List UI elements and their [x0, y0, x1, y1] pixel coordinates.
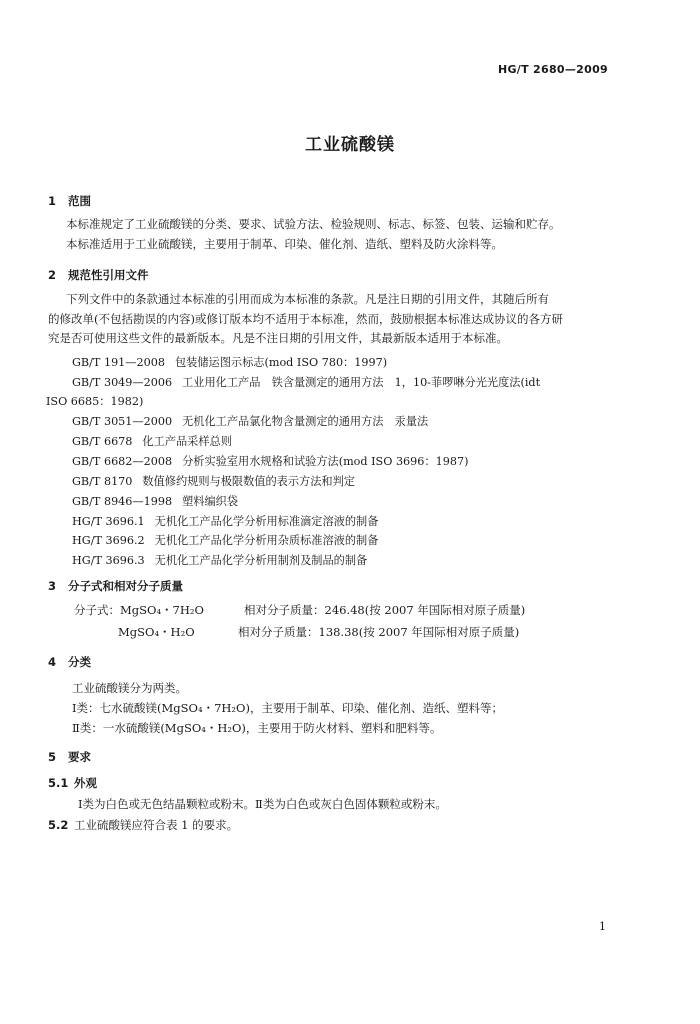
reference-code: GB/T 3051—2000	[72, 415, 173, 428]
formula-monohydrate: MgSO₄・H₂O	[118, 625, 195, 639]
section-title: 范围	[68, 194, 91, 208]
section-4-heading	[48, 654, 91, 670]
section-4-line-2: Ⅰ类：七水硫酸镁(MgSO₄・7H₂O)，主要用于制革、印染、催化剂、造纸、塑料等；	[72, 701, 503, 715]
section-number: 4	[48, 655, 57, 669]
intro-line: 的修改单(不包括勘误的内容)或修订版本均不适用于本标准，然而，鼓励根据本标准达成协议的各方研	[48, 311, 563, 326]
reference-item	[72, 413, 428, 429]
section-number: 5	[48, 750, 57, 764]
reference-item	[72, 453, 468, 469]
reference-title: 无机化工产品氯化物含量测定的通用方法 汞量法	[182, 415, 429, 428]
reference-item	[72, 513, 378, 529]
section-number: 5.1	[48, 776, 69, 790]
reference-title: 无机化工产品化学分析用制剂及制品的制备	[154, 554, 368, 567]
section-2-intro	[48, 290, 638, 349]
page-number: 1	[599, 920, 606, 933]
section-5-2-heading	[48, 817, 238, 833]
reference-title: 分析实验室用水规格和试验方法(mod ISO 3696：1987)	[182, 455, 469, 468]
section-1-heading	[48, 193, 91, 209]
formula-heptahydrate: 分子式：MgSO₄・7H₂O	[74, 603, 204, 617]
intro-line: 下列文件中的条款通过本标准的引用而成为本标准的条款。凡是注日期的引用文件，其随后所有	[66, 292, 549, 306]
reference-title: 无机化工产品化学分析用杂质标准溶液的制备	[154, 534, 379, 547]
reference-item	[72, 473, 355, 489]
reference-code: HG/T 3696.3	[72, 554, 145, 567]
reference-title: 化工产品采样总则	[142, 435, 232, 448]
reference-code: GB/T 6682—2008	[72, 455, 173, 468]
section-number: 5.2	[48, 818, 69, 832]
section-3-heading	[48, 578, 183, 594]
section-number: 3	[48, 579, 57, 593]
section-title: 要求	[68, 750, 91, 764]
reference-code: GB/T 191—2008	[72, 356, 165, 369]
reference-title: 包装储运图示标志(mod ISO 780：1997)	[174, 356, 388, 369]
reference-code: GB/T 6678	[72, 435, 133, 448]
section-1-line-1: 本标准规定了工业硫酸镁的分类、要求、试验方法、检验规则、标志、标签、包装、运输和贮存。	[66, 217, 561, 231]
section-title: 分子式和相对分子质量	[68, 579, 183, 593]
molar-mass-monohydrate: 相对分子质量：138.38(按 2007 年国际相对原子质量)	[238, 625, 520, 639]
reference-item	[72, 374, 540, 390]
reference-item	[72, 532, 378, 548]
section-5-heading	[48, 749, 91, 765]
reference-title: 数值修约规则与极限数值的表示方法和判定	[142, 475, 355, 488]
reference-item	[72, 493, 238, 509]
section-text: 工业硫酸镁应符合表 1 的要求。	[74, 818, 239, 832]
section-title: 规范性引用文件	[68, 268, 149, 282]
reference-title: 无机化工产品化学分析用标准滴定溶液的制备	[154, 515, 379, 528]
reference-code: HG/T 3696.2	[72, 534, 145, 547]
molar-mass-heptahydrate: 相对分子质量：246.48(按 2007 年国际相对原子质量)	[244, 603, 526, 617]
section-5-1-heading	[48, 775, 97, 791]
intro-line: 究是否可使用这些文件的最新版本。凡是不注日期的引用文件，其最新版本适用于本标准。	[48, 331, 508, 345]
standard-code: HG/T 2680—2009	[497, 63, 608, 76]
reference-code: GB/T 8170	[72, 475, 133, 488]
reference-code: ISO 6685：1982)	[46, 395, 144, 408]
reference-item	[72, 354, 387, 370]
reference-item	[46, 393, 143, 409]
reference-title: 工业用化工产品 铁含量测定的通用方法 1，10-菲啰啉分光光度法(idt	[182, 376, 541, 389]
reference-code: GB/T 3049—2006	[72, 376, 173, 389]
reference-title: 塑料编织袋	[182, 495, 239, 508]
section-title: 外观	[74, 776, 97, 790]
section-number: 2	[48, 268, 57, 282]
section-1-line-2: 本标准适用于工业硫酸镁，主要用于制革、印染、催化剂、造纸、塑料及防火涂料等。	[66, 237, 503, 251]
section-title: 分类	[68, 655, 91, 669]
section-4-line-1: 工业硫酸镁分为两类。	[72, 681, 187, 695]
section-4-line-3: Ⅱ类：一水硫酸镁(MgSO₄・H₂O)，主要用于防火材料、塑料和肥料等。	[72, 721, 442, 735]
reference-item	[72, 552, 367, 568]
reference-code: HG/T 3696.1	[72, 515, 145, 528]
section-number: 1	[48, 194, 57, 208]
reference-item	[72, 433, 232, 449]
section-2-heading	[48, 267, 149, 283]
reference-code: GB/T 8946—1998	[72, 495, 173, 508]
page-title: 工业硫酸镁	[305, 135, 395, 155]
section-5-1-text: Ⅰ类为白色或无色结晶颗粒或粉末。Ⅱ类为白色或灰白色固体颗粒或粉末。	[78, 797, 447, 811]
